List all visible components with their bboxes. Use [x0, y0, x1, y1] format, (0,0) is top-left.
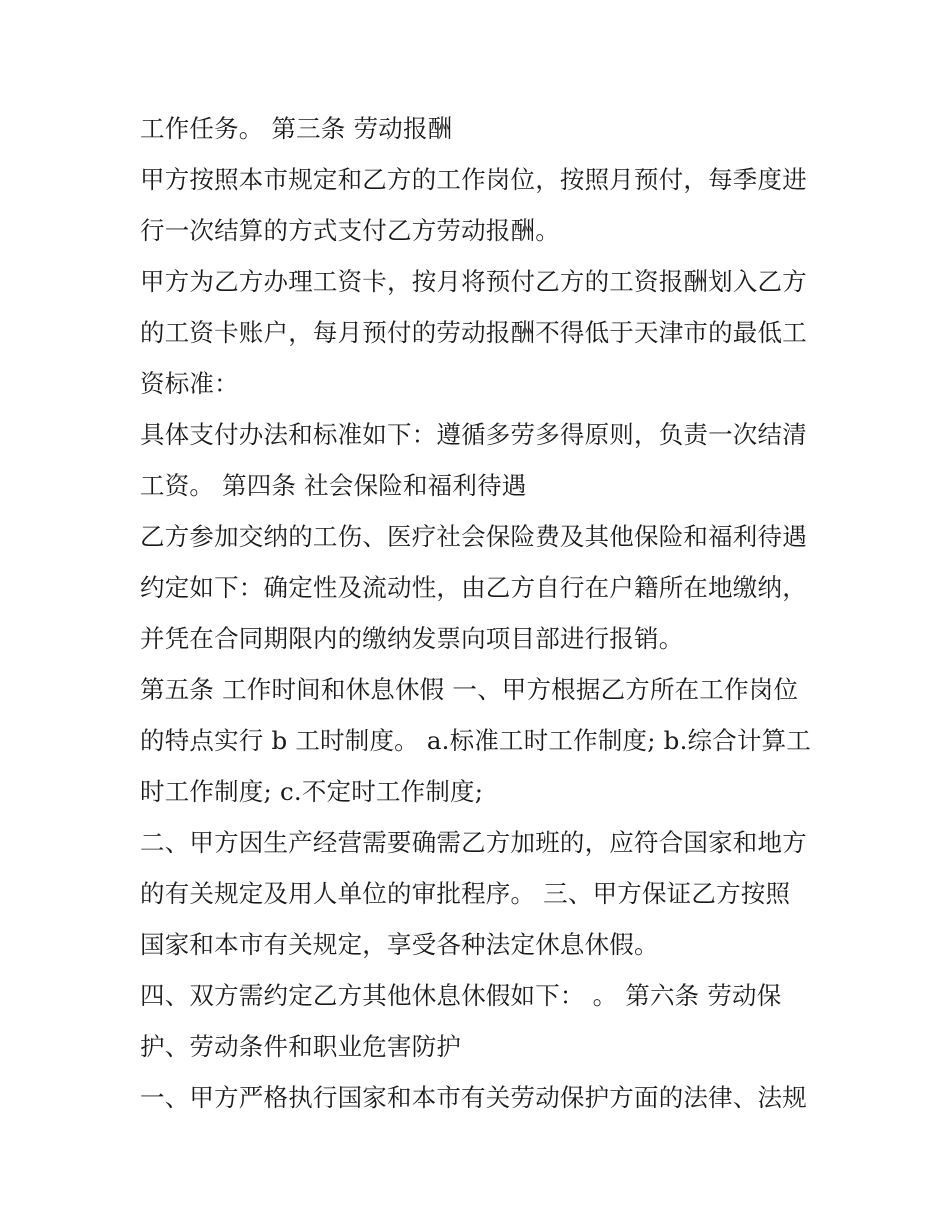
text-line: 工资。 第四条 社会保险和福利待遇	[140, 471, 527, 500]
text-line: 乙方参加交纳的工伤、医疗社会保险费及其他保险和福利待遇	[140, 522, 807, 551]
text-line: 第五条 工作时间和休息休假 一、甲方根据乙方所在工作岗位	[140, 675, 799, 704]
text-line: 二、甲方因生产经营需要确需乙方加班的，应符合国家和地方	[140, 828, 807, 857]
text-line: 四、双方需约定乙方其他休息休假如下： 。 第六条 劳动保	[140, 981, 782, 1010]
text-line: 一、甲方严格执行国家和本市有关劳动保护方面的法律、法规	[140, 1083, 807, 1112]
text-line: 护、劳动条件和职业危害防护	[140, 1032, 462, 1061]
document-body	[140, 103, 820, 1123]
text-line: 资标准：	[140, 369, 239, 398]
text-line: 的工资卡账户，每月预付的劳动报酬不得低于天津市的最低工	[140, 318, 807, 347]
text-line: 工作任务。 第三条 劳动报酬	[140, 114, 453, 143]
text-line: 的特点实行 b 工时制度。 a.标准工时工作制度; b.综合计算工	[140, 726, 812, 755]
text-line: 甲方为乙方办理工资卡，按月将预付乙方的工资报酬划入乙方	[140, 267, 807, 296]
text-line: 并凭在合同期限内的缴纳发票向项目部进行报销。	[140, 624, 684, 653]
text-line: 甲方按照本市规定和乙方的工作岗位，按照月预付，每季度进	[140, 165, 807, 194]
text-line: 国家和本市有关规定，享受各种法定休息休假。	[140, 930, 659, 959]
text-line: 行一次结算的方式支付乙方劳动报酬。	[140, 216, 560, 245]
text-line: 时工作制度; c.不定时工作制度;	[140, 777, 484, 806]
text-line: 的有关规定及用人单位的审批程序。 三、甲方保证乙方按照	[140, 879, 791, 908]
text-line: 约定如下：确定性及流动性，由乙方自行在户籍所在地缴纳，	[140, 573, 807, 602]
text-line: 具体支付办法和标准如下：遵循多劳多得原则，负责一次结清	[140, 420, 807, 449]
